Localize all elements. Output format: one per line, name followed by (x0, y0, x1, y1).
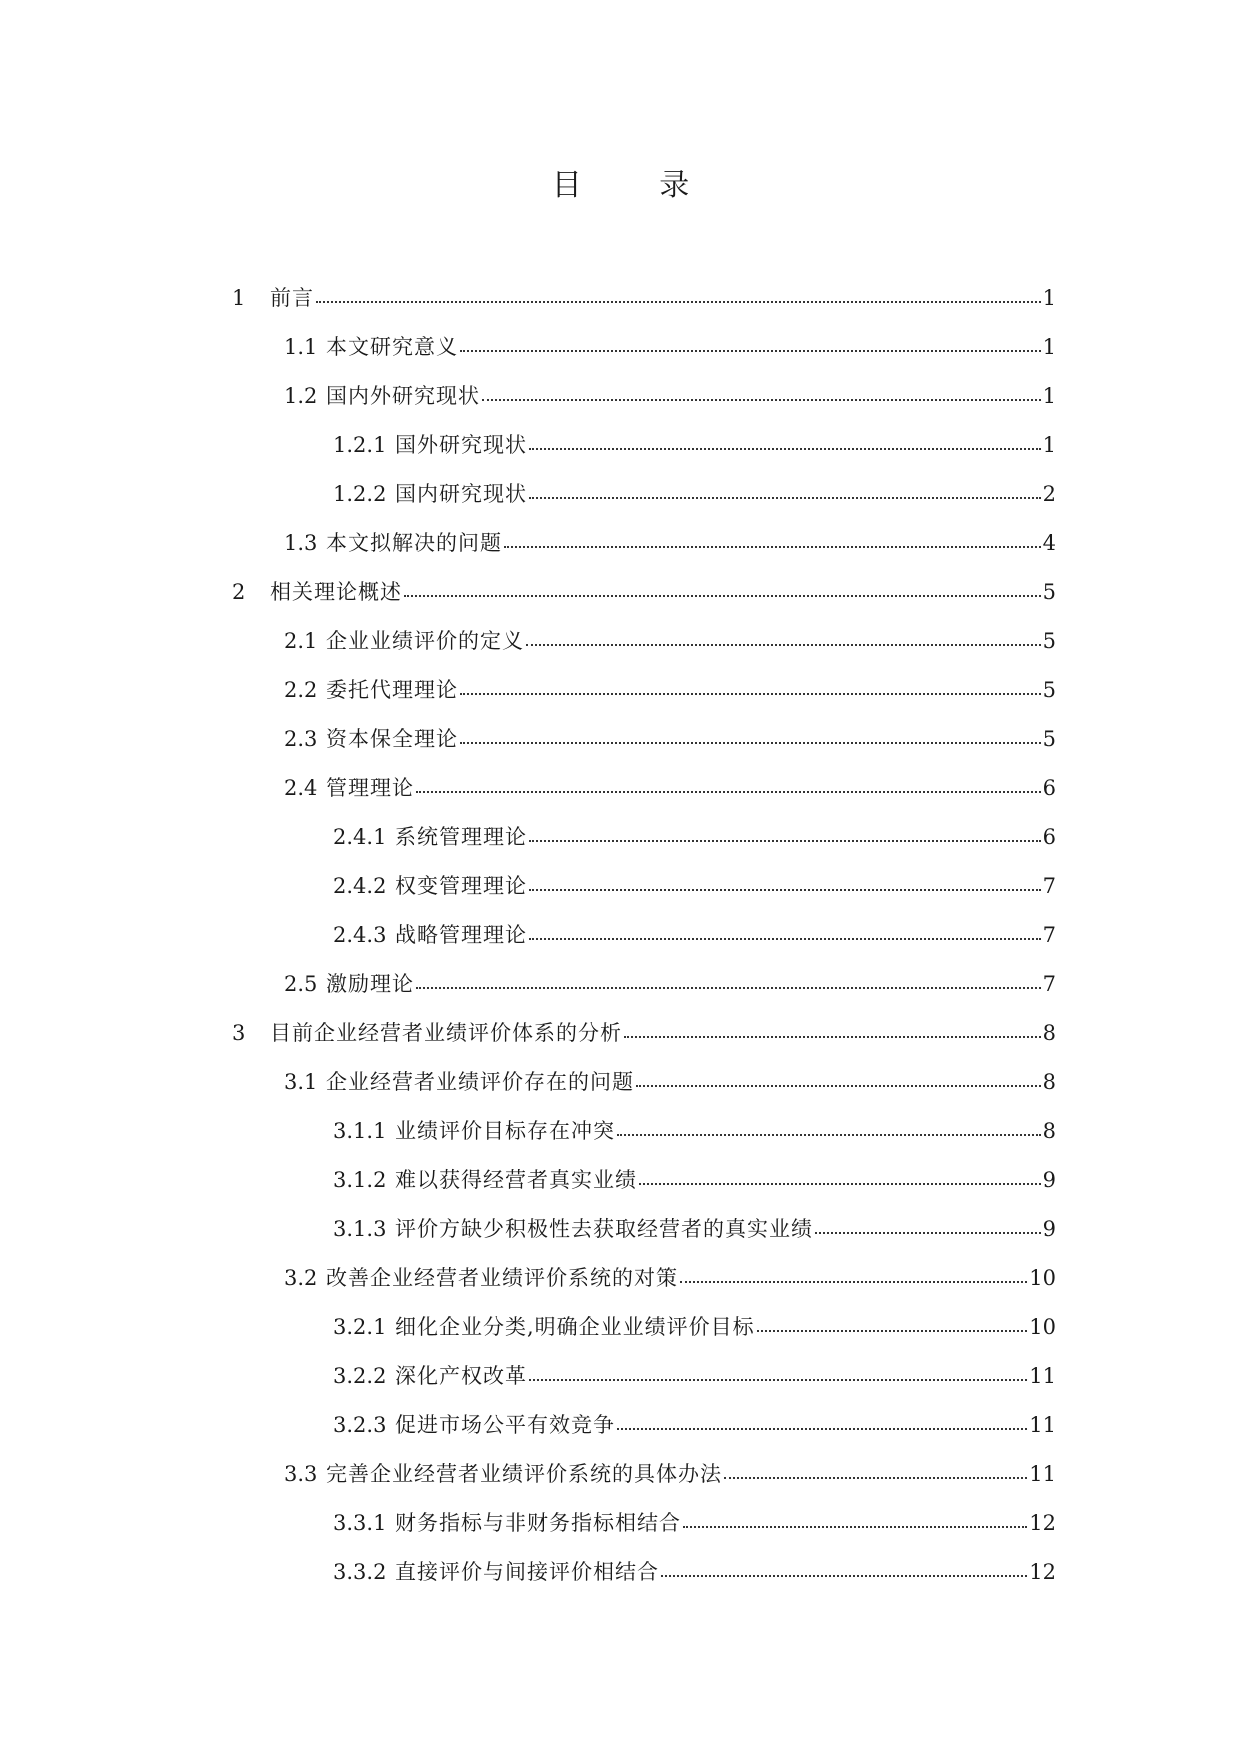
dot-leader (757, 1310, 1028, 1332)
dot-leader (636, 1065, 1041, 1087)
dot-leader (815, 1212, 1041, 1234)
toc-entry-title: 委托代理理论 (326, 678, 458, 702)
toc-entry-title: 直接评价与间接评价相结合 (395, 1560, 659, 1584)
toc-entry-number: 2 (232, 580, 246, 604)
toc-entry-number: 1.2.2 (333, 482, 387, 506)
toc-entry-page-number: 9 (1042, 1217, 1056, 1241)
dot-leader (529, 428, 1041, 450)
toc-entry-page-number: 9 (1042, 1168, 1056, 1192)
toc-entry-number: 3.3.1 (333, 1511, 387, 1535)
toc-entry-page-number: 8 (1042, 1070, 1056, 1094)
toc-entry-page-number: 12 (1029, 1511, 1056, 1535)
toc-entry-page-number: 5 (1042, 580, 1056, 604)
toc-entry-page-number: 11 (1029, 1462, 1056, 1486)
toc-entry-page-number: 1 (1042, 433, 1056, 457)
toc-entry[interactable] (0, 969, 1241, 1018)
toc-entry[interactable] (0, 1508, 1241, 1557)
toc-entry-page-number: 11 (1029, 1364, 1056, 1388)
toc-entry-title: 本文拟解决的问题 (326, 531, 502, 555)
toc-entry-number: 3 (232, 1021, 246, 1045)
toc-entry-page-number: 5 (1042, 629, 1056, 653)
toc-entry-number: 3.1.3 (333, 1217, 387, 1241)
toc-entry-page-number: 10 (1029, 1266, 1056, 1290)
toc-entry-title: 激励理论 (326, 972, 414, 996)
toc-entry-page-number: 1 (1042, 384, 1056, 408)
toc-entry-title: 目前企业经营者业绩评价体系的分析 (270, 1021, 622, 1045)
dot-leader (529, 1359, 1027, 1381)
toc-entry-title: 改善企业经营者业绩评价系统的对策 (326, 1266, 678, 1290)
toc-entry-title: 国外研究现状 (395, 433, 527, 457)
toc-entry-number: 3.1 (284, 1070, 318, 1094)
dot-leader (683, 1506, 1027, 1528)
toc-entry-number: 1.2 (284, 384, 318, 408)
toc-entry-title: 企业经营者业绩评价存在的问题 (326, 1070, 634, 1094)
toc-entry-page-number: 1 (1042, 335, 1056, 359)
toc-entry[interactable] (0, 283, 1241, 332)
toc-entry-number: 3.2.1 (333, 1315, 387, 1339)
toc-entry-number: 2.1 (284, 629, 318, 653)
toc-entry-page-number: 10 (1029, 1315, 1056, 1339)
toc-entry[interactable] (0, 381, 1241, 430)
toc-entry-number: 2.2 (284, 678, 318, 702)
toc-entry-number: 3.2.3 (333, 1413, 387, 1437)
toc-entry-number: 2.4 (284, 776, 318, 800)
dot-leader (416, 967, 1041, 989)
toc-entry-title: 国内研究现状 (395, 482, 527, 506)
dot-leader (460, 673, 1041, 695)
toc-entry-title: 完善企业经营者业绩评价系统的具体办法 (326, 1462, 722, 1486)
toc-entry-title: 相关理论概述 (270, 580, 402, 604)
toc-list (0, 283, 1241, 1606)
toc-entry-title: 管理理论 (326, 776, 414, 800)
dot-leader (504, 526, 1041, 548)
toc-entry[interactable] (0, 675, 1241, 724)
dot-leader (460, 330, 1041, 352)
toc-entry-number: 2.4.3 (333, 923, 387, 947)
toc-entry[interactable] (0, 430, 1241, 479)
toc-entry-number: 1.2.1 (333, 433, 387, 457)
toc-entry[interactable] (0, 920, 1241, 969)
toc-entry-title: 战略管理理论 (395, 923, 527, 947)
toc-entry[interactable] (0, 1116, 1241, 1165)
dot-leader (416, 771, 1041, 793)
toc-entry-page-number: 8 (1042, 1119, 1056, 1143)
toc-entry[interactable] (0, 1459, 1241, 1508)
dot-leader (460, 722, 1041, 744)
toc-entry-number: 2.5 (284, 972, 318, 996)
toc-entry-number: 2.4.1 (333, 825, 387, 849)
toc-entry[interactable] (0, 332, 1241, 381)
toc-entry-title: 权变管理理论 (395, 874, 527, 898)
toc-entry[interactable] (0, 822, 1241, 871)
toc-entry[interactable] (0, 724, 1241, 773)
dot-leader (724, 1457, 1027, 1479)
toc-entry-page-number: 7 (1042, 972, 1056, 996)
toc-entry[interactable] (0, 1018, 1241, 1067)
toc-entry[interactable] (0, 1067, 1241, 1116)
toc-entry[interactable] (0, 871, 1241, 920)
toc-entry-title: 促进市场公平有效竞争 (395, 1413, 615, 1437)
toc-entry-title: 评价方缺少积极性去获取经营者的真实业绩 (395, 1217, 813, 1241)
toc-entry-number: 1.3 (284, 531, 318, 555)
toc-entry-title: 难以获得经营者真实业绩 (395, 1168, 637, 1192)
toc-entry[interactable] (0, 1214, 1241, 1263)
toc-entry-number: 2.4.2 (333, 874, 387, 898)
toc-entry-title: 企业业绩评价的定义 (326, 629, 524, 653)
toc-entry-page-number: 6 (1042, 825, 1056, 849)
toc-entry-title: 系统管理理论 (395, 825, 527, 849)
toc-entry[interactable] (0, 1312, 1241, 1361)
toc-entry-page-number: 12 (1029, 1560, 1056, 1584)
toc-entry-number: 3.1.1 (333, 1119, 387, 1143)
toc-entry[interactable] (0, 1165, 1241, 1214)
toc-entry-page-number: 5 (1042, 678, 1056, 702)
dot-leader (680, 1261, 1027, 1283)
toc-title: 目 录 (551, 168, 724, 203)
toc-entry-page-number: 7 (1042, 874, 1056, 898)
toc-entry[interactable] (0, 528, 1241, 577)
toc-entry-page-number: 6 (1042, 776, 1056, 800)
toc-entry-number: 3.1.2 (333, 1168, 387, 1192)
dot-leader (624, 1016, 1041, 1038)
dot-leader (526, 624, 1041, 646)
toc-entry-page-number: 2 (1042, 482, 1056, 506)
dot-leader (617, 1408, 1027, 1430)
toc-entry[interactable] (0, 479, 1241, 528)
dot-leader (316, 281, 1041, 303)
toc-entry-page-number: 4 (1042, 531, 1056, 555)
toc-entry[interactable] (0, 1263, 1241, 1312)
toc-entry-title: 财务指标与非财务指标相结合 (395, 1511, 681, 1535)
toc-entry-title: 前言 (270, 286, 314, 310)
toc-entry-title: 业绩评价目标存在冲突 (395, 1119, 615, 1143)
toc-entry[interactable] (0, 773, 1241, 822)
toc-entry-page-number: 5 (1042, 727, 1056, 751)
dot-leader (529, 820, 1041, 842)
toc-entry-number: 3.3.2 (333, 1560, 387, 1584)
dot-leader (529, 918, 1041, 940)
dot-leader (617, 1114, 1041, 1136)
toc-entry-number: 3.2.2 (333, 1364, 387, 1388)
toc-entry-title: 细化企业分类,明确企业业绩评价目标 (395, 1315, 755, 1339)
toc-entry-title: 本文研究意义 (326, 335, 458, 359)
toc-entry[interactable] (0, 1557, 1241, 1606)
toc-entry-page-number: 7 (1042, 923, 1056, 947)
dot-leader (529, 477, 1041, 499)
toc-entry-number: 2.3 (284, 727, 318, 751)
toc-entry[interactable] (0, 577, 1241, 626)
toc-entry-number: 3.3 (284, 1462, 318, 1486)
dot-leader (639, 1163, 1041, 1185)
toc-entry-page-number: 1 (1042, 286, 1056, 310)
toc-entry[interactable] (0, 1410, 1241, 1459)
toc-entry[interactable] (0, 1361, 1241, 1410)
toc-entry-number: 3.2 (284, 1266, 318, 1290)
dot-leader (661, 1555, 1027, 1577)
toc-entry-title: 资本保全理论 (326, 727, 458, 751)
dot-leader (404, 575, 1041, 597)
toc-entry-page-number: 11 (1029, 1413, 1056, 1437)
toc-entry-title: 深化产权改革 (395, 1364, 527, 1388)
toc-entry-number: 1.1 (284, 335, 318, 359)
toc-entry-number: 1 (232, 286, 246, 310)
dot-leader (482, 379, 1041, 401)
toc-entry[interactable] (0, 626, 1241, 675)
toc-entry-title: 国内外研究现状 (326, 384, 480, 408)
toc-entry-page-number: 8 (1042, 1021, 1056, 1045)
dot-leader (529, 869, 1041, 891)
